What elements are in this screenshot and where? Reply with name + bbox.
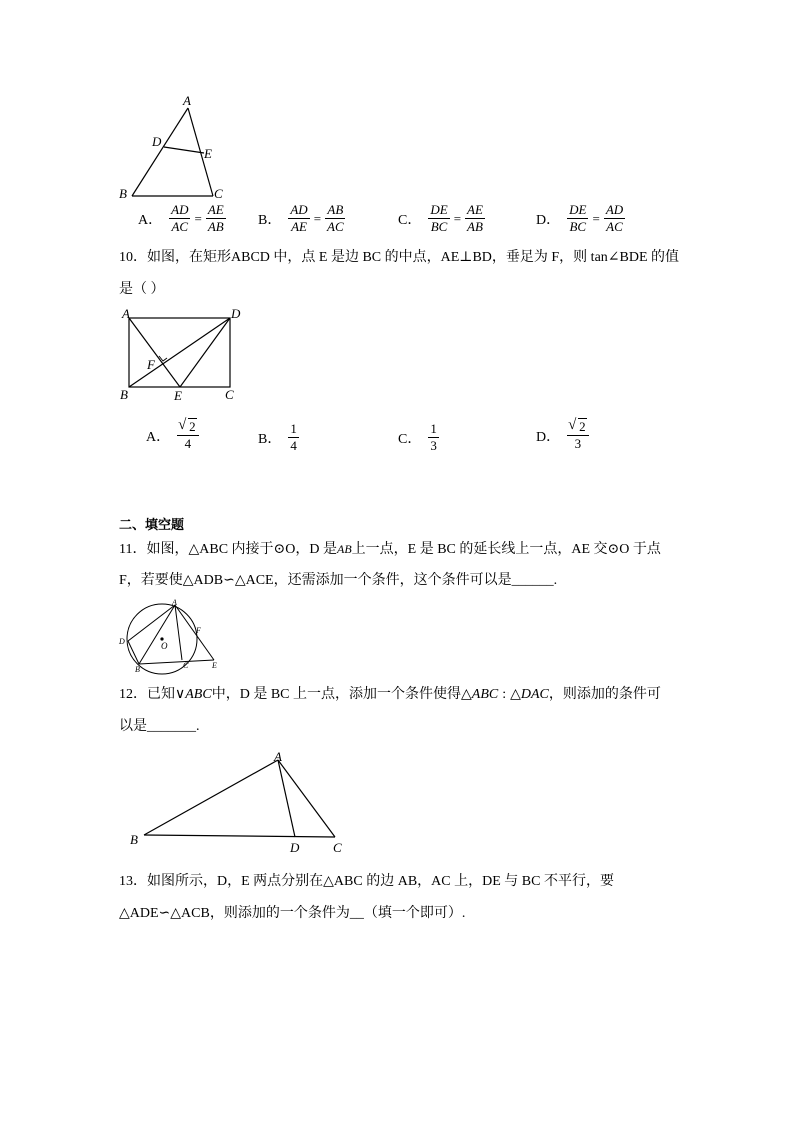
figure-q9-triangle (110, 92, 240, 204)
option-label: C． (398, 212, 422, 228)
q11-text-b: 上一点，E 是 BC 的延长线上一点，AE 交⊙O 于点 (351, 542, 661, 557)
section-heading-fill-in: 二、填空题 (119, 517, 185, 532)
vertex-e-label: E (204, 146, 212, 161)
option-label: D． (536, 212, 561, 228)
q10-option-a[interactable] (146, 420, 200, 451)
equals-sign: = (313, 210, 322, 226)
q13-text-line1: 13．如图所示，D，E 两点分别在△ABC 的边 AB，AC 上，DE 与 BC 不平行，要 (119, 874, 614, 889)
vertex-a-label: A (183, 93, 191, 108)
arc-ab: AB (336, 542, 352, 556)
q12-text-b: 中，D 是 BC 上一点，添加一个条件使得 (211, 687, 461, 702)
q10-text-line2: 是（ ） (119, 282, 165, 297)
vertex-d-label: D (119, 637, 125, 646)
vertex-d-label: D (152, 134, 162, 149)
vertex-e-label: E (212, 661, 217, 670)
equals-sign: = (592, 210, 600, 226)
figure-q11-circle (116, 598, 222, 676)
ratio-sign: : (502, 687, 507, 702)
q11-text-line2: F，若要使△ADB∽△ACE，还需添加一个条件，这个条件可以是______. (119, 573, 558, 588)
triangle-abc-2: △ABC (461, 687, 499, 702)
vertex-c-label: C (183, 661, 189, 670)
triangle-dac: △DAC (510, 687, 549, 702)
option-label: C． (398, 431, 422, 447)
fraction: $\frac{AE}{AB}$ (207, 202, 224, 234)
option-label: B． (258, 431, 282, 447)
fraction: $\frac{AD}{AE}$ (290, 202, 308, 234)
figure-q10-rectangle (116, 305, 256, 405)
fraction: $\frac{1}{3}$ (430, 421, 437, 453)
option-label: A． (138, 212, 163, 228)
fraction: $\frac{DE}{BC}$ (430, 202, 448, 234)
vertex-a-label: A (274, 749, 282, 764)
fraction: $\frac{AD}{AC}$ (605, 202, 624, 234)
vertex-e-label: E (174, 388, 182, 403)
q11-text-a: 11．如图，△ABC 内接于⊙O，D 是 (119, 542, 337, 557)
q12-text-line2: 以是_______. (119, 719, 200, 734)
option-label: B． (258, 212, 282, 228)
q11-text-line1 (119, 539, 661, 560)
vertex-d-label: D (231, 306, 241, 321)
fraction: $\frac{DE}{BC}$ (569, 202, 587, 234)
option-label: D． (536, 429, 561, 445)
triangle-abc: ∨ABC (175, 687, 212, 702)
q9-option-d[interactable] (536, 203, 626, 234)
q10-option-b[interactable] (258, 422, 300, 453)
vertex-b-label: B (135, 665, 140, 674)
q9-option-b[interactable] (258, 203, 347, 234)
vertex-c-label: C (225, 387, 234, 402)
q10-option-c[interactable] (398, 422, 440, 453)
fraction-sqrt: √ $\frac{2}{3}$ (567, 420, 589, 451)
q13-text-line2: △ADE∽△ACB，则添加的一个条件为__（填一个即可）. (119, 906, 466, 921)
equals-sign: = (453, 210, 462, 226)
fraction: $\frac{AE}{AB}$ (467, 202, 483, 234)
option-label: A． (146, 429, 171, 445)
fraction-sqrt: √ $\frac{2}{4}$ (177, 420, 199, 451)
vertex-a-label: A (122, 306, 130, 321)
q10-option-d[interactable] (536, 420, 590, 451)
vertex-b-label: B (120, 387, 128, 402)
vertex-f-label: F (147, 357, 155, 372)
q12-text-c: ，则添加的条件可 (548, 687, 661, 702)
q9-option-c[interactable] (398, 203, 486, 234)
q12-text-line1 (119, 685, 661, 705)
fraction: $\frac{AB}{AC}$ (327, 202, 344, 234)
vertex-f-label: F (196, 626, 201, 635)
fraction: $\frac{1}{4}$ (290, 421, 297, 453)
vertex-b-label: B (119, 186, 127, 201)
vertex-a-label: A (172, 598, 177, 607)
figure-q12-triangle (124, 748, 360, 856)
vertex-d-label: D (290, 840, 300, 855)
center-o-label: O (161, 641, 168, 651)
vertex-b-label: B (130, 832, 138, 847)
q10-text-line1: 10．如图，在矩形ABCD 中，点 E 是边 BC 的中点，AE⊥BD，垂足为 F，则 tan∠BDE 的值 (119, 250, 680, 265)
vertex-c-label: C (214, 186, 223, 201)
q9-option-a[interactable] (138, 203, 227, 234)
q12-text-a: 12．已知 (119, 687, 175, 702)
vertex-c-label: C (333, 840, 342, 855)
equals-sign: = (194, 210, 202, 226)
fraction: $\frac{AD}{AC}$ (171, 202, 189, 234)
